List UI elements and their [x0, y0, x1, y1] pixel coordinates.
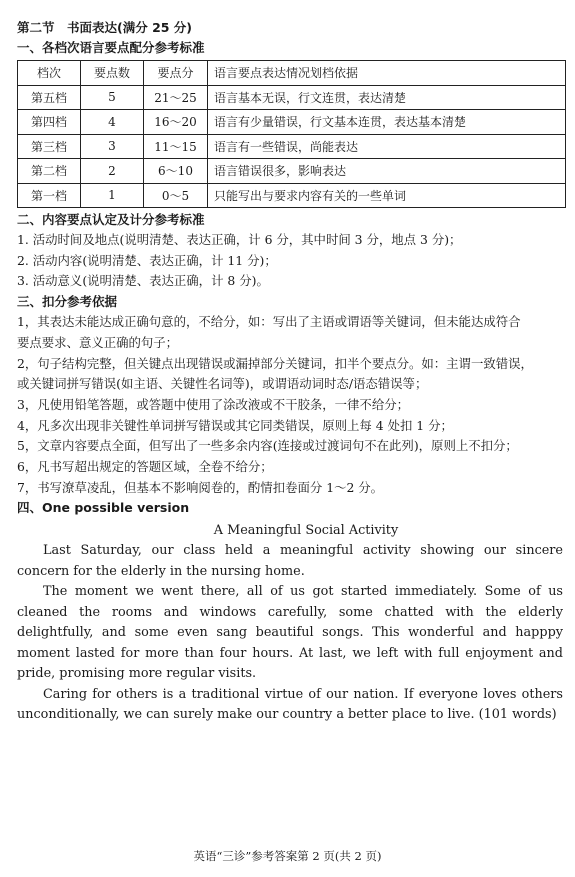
table-row [18, 183, 566, 208]
table-cell: 第三档 [18, 134, 81, 159]
deduction-rule-line: 4，凡多次出现非关键性单词拼写错误或其它同类错误，原则上每 4 处扣 1 分； [17, 417, 453, 433]
table-cell: 3 [81, 134, 144, 159]
table-cell: 1 [81, 183, 144, 208]
table-cell: 11～15 [144, 134, 208, 159]
table-cell: 0～5 [144, 183, 208, 208]
header-cell: 要点数 [81, 61, 144, 86]
essay-paragraph: Caring for others is a traditional virtue of our nation. If everyone loves others unconditionally, we can surely make our country a better place to live. (101 words) [17, 686, 563, 723]
grading-table [17, 60, 566, 208]
table-cell: 21～25 [144, 85, 208, 110]
table-cell: 第四档 [18, 110, 81, 135]
deduction-rule-line: 要点要求、意义正确的句子； [17, 334, 179, 350]
page-footer: 英语“三诊”参考答案第 2 页(共 2 页) [193, 849, 382, 863]
deduction-rule-line: 3，凡使用铅笔答题，或答题中使用了涂改液或不干胶条，一律不给分； [17, 396, 409, 412]
deduction-rule-line: 7，书写潦草凌乱，但基本不影响阅卷的，酌情扣卷面分 1～2 分。 [17, 479, 384, 495]
essay-paragraph: The moment we went there, all of us got started immediately. Some of us cleaned the rooms and windows carefully, some chatted with the elderly delightfully, and some even sang beautiful songs. This wonderful and happpy moment lasted for more than four hours. At last, we left with full enjoyment and pride, promising more regular visits. [17, 584, 563, 682]
header-cell: 档次 [18, 61, 81, 86]
table-cell: 4 [81, 110, 144, 135]
table-cell: 只能写出与要求内容有关的一些单词 [208, 183, 566, 208]
table-cell: 第二档 [18, 159, 81, 184]
content-point-item: 3. 活动意义(说明清楚、表达正确，计 8 分)。 [17, 273, 269, 289]
section-title: 第二节 书面表达(满分 25 分) [17, 20, 193, 35]
header-cell: 要点分 [144, 61, 208, 86]
table-cell: 语言有一些错误，尚能表达 [208, 134, 566, 159]
table-row [18, 85, 566, 110]
deduction-rule-line: 5，文章内容要点全面，但写出了一些多余内容(连接或过渡词句不在此列)，原则上不扣分； [17, 438, 518, 454]
header-cell: 语言要点表达情况划档依据 [208, 61, 566, 86]
table-cell: 5 [81, 85, 144, 110]
deduction-rule-line: 或关键词拼写错误(如主语、关键性名词等)，或谓语动词时态/语态错误等； [17, 376, 428, 392]
essay-paragraph: Last Saturday, our class held a meaningful activity showing our sincere concern for the elderly in the nursing home. [17, 543, 563, 579]
table-row [18, 110, 566, 135]
table-cell: 16～20 [144, 110, 208, 135]
table-header-row [18, 61, 566, 86]
content-point-item: 2. 活动内容(说明清楚、表达正确，计 11 分)； [17, 252, 277, 268]
table-row [18, 134, 566, 159]
part2-heading: 二、内容要点认定及计分参考标准 [17, 212, 205, 227]
essay-title: A Meaningful Social Activity [213, 523, 399, 539]
part1-heading: 一、各档次语言要点配分参考标准 [17, 40, 205, 55]
table-cell: 语言有少量错误，行文基本连贯，表达基本清楚 [208, 110, 566, 135]
deduction-rule-line: 2，句子结构完整，但关键点出现错误或漏掉部分关键词，扣半个要点分。如：主谓一致错误， [17, 355, 533, 371]
table-cell: 语言错误很多，影响表达 [208, 159, 566, 184]
content-point-item: 1. 活动时间及地点(说明清楚、表达正确，计 6 分，其中时间 3 分，地点 3 分)； [17, 232, 462, 247]
answer-key-page [17, 18, 565, 726]
table-cell: 2 [81, 159, 144, 184]
deduction-rule-line: 6，凡书写超出规定的答题区域，全卷不给分； [17, 459, 273, 475]
table-cell: 第一档 [18, 183, 81, 208]
table-cell: 第五档 [18, 85, 81, 110]
table-cell: 语言基本无误，行文连贯，表达清楚 [208, 85, 566, 110]
part3-heading: 三、扣分参考依据 [17, 294, 118, 310]
deduction-rule-line: 1，其表达未能达成正确句意的，不给分，如：写出了主语或谓语等关键词，但未能达成符合 [17, 314, 521, 330]
part4-heading: 四、One possible version [17, 500, 190, 516]
table-cell: 6～10 [144, 159, 208, 184]
table-row [18, 159, 566, 184]
